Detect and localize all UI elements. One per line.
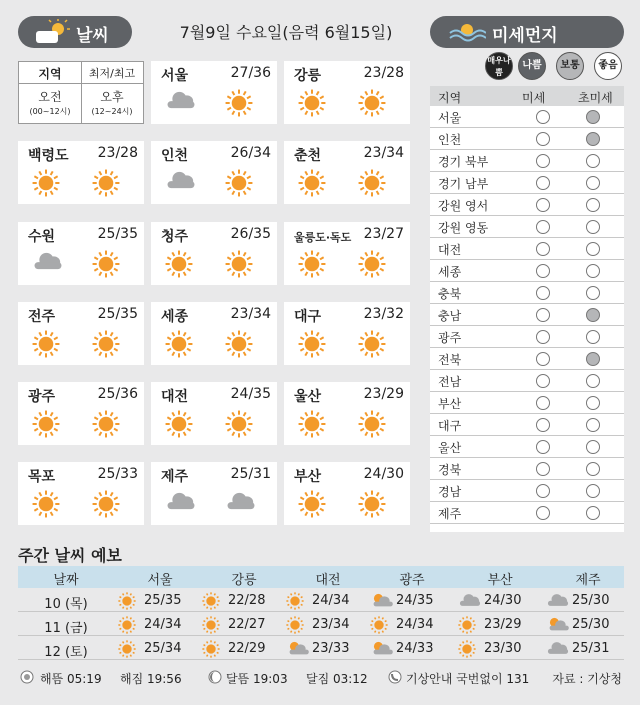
sun-icon bbox=[165, 330, 193, 358]
pm-weather bbox=[358, 330, 386, 362]
am-weather bbox=[298, 330, 326, 362]
cloud-icon bbox=[32, 250, 64, 272]
weather-header bbox=[18, 16, 132, 48]
city-card bbox=[18, 222, 144, 285]
dust-table-header bbox=[430, 86, 624, 106]
pm25-indicator bbox=[586, 462, 600, 476]
dust-header-pm25: 초미세 bbox=[578, 91, 613, 105]
am-weather bbox=[165, 89, 197, 115]
sun-icon bbox=[298, 169, 326, 197]
pm-weather bbox=[225, 410, 253, 442]
city-name: 제주 bbox=[161, 469, 189, 485]
weekly-temp: 23/29 bbox=[484, 617, 522, 632]
weekly-temp: 23/30 bbox=[484, 641, 522, 656]
city-temp: 23/34 bbox=[363, 145, 404, 161]
weekly-icon bbox=[546, 592, 570, 612]
weekly-temp: 25/30 bbox=[572, 593, 610, 608]
am-weather bbox=[298, 89, 326, 121]
sun-icon bbox=[225, 169, 253, 197]
sun-icon bbox=[32, 330, 60, 358]
city-temp: 25/35 bbox=[97, 226, 138, 242]
dust-row bbox=[430, 172, 624, 194]
pm10-indicator bbox=[536, 418, 550, 432]
weekly-temp: 25/34 bbox=[144, 641, 182, 656]
pm10-indicator bbox=[536, 264, 550, 278]
dust-row bbox=[430, 502, 624, 524]
cloud-icon bbox=[546, 640, 570, 656]
weekly-header-date: 날짜 bbox=[53, 573, 79, 588]
weekly-icon bbox=[118, 616, 136, 638]
weekly-icon bbox=[202, 616, 220, 638]
sun-icon bbox=[286, 592, 304, 610]
dust-region: 경북 bbox=[438, 463, 462, 477]
city-card bbox=[284, 462, 410, 525]
sun-icon bbox=[202, 640, 220, 658]
am-weather bbox=[298, 490, 326, 522]
weekly-icon bbox=[458, 592, 482, 612]
dust-legend-item: 보통 bbox=[556, 52, 584, 80]
source-text: 자료 : 기상청 bbox=[552, 672, 622, 686]
city-temp: 25/35 bbox=[97, 306, 138, 322]
city-card bbox=[284, 222, 410, 285]
dust-region: 전북 bbox=[438, 353, 462, 367]
legend-minmax: 최저/최고 bbox=[88, 67, 136, 80]
sun-icon bbox=[358, 250, 386, 278]
city-card bbox=[18, 141, 144, 204]
sun-icon bbox=[225, 410, 253, 438]
pm25-indicator bbox=[586, 264, 600, 278]
dust-title: 미세먼지 bbox=[492, 26, 558, 46]
weekly-header-city: 강릉 bbox=[231, 573, 257, 588]
sunrise-text: 해뜸 05:19 bbox=[40, 672, 102, 686]
sun-icon bbox=[298, 410, 326, 438]
dust-region: 경남 bbox=[438, 485, 462, 499]
weather-title: 날씨 bbox=[76, 26, 109, 46]
pm25-indicator bbox=[586, 374, 600, 388]
pm25-indicator bbox=[586, 176, 600, 190]
dust-region: 서울 bbox=[438, 111, 462, 125]
dust-region: 충북 bbox=[438, 287, 462, 301]
dust-row bbox=[430, 260, 624, 282]
pm-weather bbox=[92, 250, 120, 282]
weekly-icon bbox=[118, 640, 136, 662]
city-name: 청주 bbox=[161, 229, 189, 245]
sun-icon bbox=[286, 616, 304, 634]
legend-region: 지역 bbox=[38, 67, 62, 81]
sun-icon bbox=[202, 616, 220, 634]
dust-row bbox=[430, 458, 624, 480]
city-name: 춘천 bbox=[294, 148, 322, 164]
cloud-icon bbox=[165, 490, 197, 512]
weekly-header-city: 대전 bbox=[315, 573, 341, 588]
legend-pm: 오후 bbox=[100, 90, 124, 104]
city-card bbox=[151, 302, 277, 365]
sun-icon bbox=[165, 250, 193, 278]
weekly-temp: 24/34 bbox=[144, 617, 182, 632]
sun-icon bbox=[202, 592, 220, 610]
pm25-indicator bbox=[586, 352, 600, 366]
city-name: 울산 bbox=[294, 389, 322, 405]
dust-region: 제주 bbox=[438, 507, 462, 521]
pm25-indicator bbox=[586, 154, 600, 168]
weekly-icon bbox=[546, 616, 570, 636]
weekly-icon bbox=[286, 616, 304, 638]
city-temp: 23/27 bbox=[363, 226, 404, 242]
dust-region: 광주 bbox=[438, 331, 462, 345]
dust-region: 대구 bbox=[438, 419, 462, 433]
sunrise-icon bbox=[20, 670, 34, 684]
weekly-temp: 25/31 bbox=[572, 641, 610, 656]
dust-region: 경기 북부 bbox=[438, 155, 489, 169]
pm10-indicator bbox=[536, 484, 550, 498]
city-name: 백령도 bbox=[28, 148, 69, 164]
dust-legend-item: 나쁨 bbox=[518, 52, 546, 80]
dust-row bbox=[430, 194, 624, 216]
pm10-indicator bbox=[536, 352, 550, 366]
city-name: 전주 bbox=[28, 309, 56, 325]
pm-weather bbox=[92, 330, 120, 362]
moon-icon bbox=[208, 670, 222, 684]
dust-header-region: 지역 bbox=[438, 91, 462, 105]
sun-icon bbox=[32, 410, 60, 438]
am-weather bbox=[165, 490, 197, 516]
dust-row bbox=[430, 414, 624, 436]
weekly-icon bbox=[370, 616, 388, 638]
pm10-indicator bbox=[536, 176, 550, 190]
weekly-temp: 24/34 bbox=[396, 617, 434, 632]
pm-weather bbox=[225, 250, 253, 282]
weekly-date: 10 (목) bbox=[44, 597, 88, 612]
city-card bbox=[284, 141, 410, 204]
dust-region: 강원 영동 bbox=[438, 221, 489, 235]
pm-weather bbox=[92, 169, 120, 201]
city-card bbox=[151, 61, 277, 124]
dust-region: 부산 bbox=[438, 397, 462, 411]
weekly-temp: 24/34 bbox=[312, 593, 350, 608]
weekly-row bbox=[18, 638, 624, 660]
phone-icon bbox=[388, 670, 402, 684]
weekly-icon bbox=[458, 616, 476, 638]
city-temp: 25/33 bbox=[97, 466, 138, 482]
dust-table bbox=[430, 86, 624, 532]
cloud-sun-icon bbox=[286, 640, 310, 656]
weekly-icon bbox=[202, 640, 220, 662]
city-card bbox=[151, 141, 277, 204]
pm10-indicator bbox=[536, 396, 550, 410]
pm10-indicator bbox=[536, 154, 550, 168]
weekly-header bbox=[18, 566, 624, 588]
am-weather bbox=[32, 330, 60, 362]
dust-legend-item: 좋음 bbox=[594, 52, 622, 80]
am-weather bbox=[165, 410, 193, 442]
dust-row bbox=[430, 238, 624, 260]
sun-icon bbox=[298, 89, 326, 117]
weekly-header-city: 부산 bbox=[487, 573, 513, 588]
cloud-icon bbox=[546, 592, 570, 608]
pm10-indicator bbox=[536, 374, 550, 388]
sun-icon bbox=[92, 490, 120, 518]
weekly-temp: 24/33 bbox=[396, 641, 434, 656]
weekly-icon bbox=[370, 592, 394, 612]
dust-legend-item: 매우나쁨 bbox=[485, 52, 513, 80]
dust-row bbox=[430, 370, 624, 392]
am-weather bbox=[298, 410, 326, 442]
dust-region: 충남 bbox=[438, 309, 462, 323]
city-temp: 26/35 bbox=[230, 226, 271, 242]
city-temp: 26/34 bbox=[230, 145, 271, 161]
legend-am: 오전 bbox=[38, 90, 62, 104]
weekly-icon bbox=[286, 592, 304, 614]
city-temp: 23/28 bbox=[363, 65, 404, 81]
sun-icon bbox=[358, 330, 386, 358]
city-name: 울릉도·독도 bbox=[294, 231, 352, 244]
sun-icon bbox=[225, 330, 253, 358]
city-temp: 23/32 bbox=[363, 306, 404, 322]
dust-row bbox=[430, 106, 624, 128]
am-weather bbox=[32, 410, 60, 442]
pm10-indicator bbox=[536, 132, 550, 146]
pm10-indicator bbox=[536, 330, 550, 344]
info-text: 기상안내 국번없이 131 bbox=[406, 672, 530, 686]
city-temp: 25/36 bbox=[97, 386, 138, 402]
city-card bbox=[284, 302, 410, 365]
pm25-indicator bbox=[586, 286, 600, 300]
city-card bbox=[18, 462, 144, 525]
city-temp: 25/31 bbox=[230, 466, 271, 482]
pm-weather bbox=[358, 89, 386, 121]
dust-row bbox=[430, 216, 624, 238]
sun-icon bbox=[92, 410, 120, 438]
city-temp: 23/28 bbox=[97, 145, 138, 161]
weekly-temp: 22/29 bbox=[228, 641, 266, 656]
sun-icon bbox=[118, 640, 136, 658]
pm10-indicator bbox=[536, 110, 550, 124]
weekly-row bbox=[18, 614, 624, 636]
pm10-indicator bbox=[536, 220, 550, 234]
city-name: 부산 bbox=[294, 469, 322, 485]
pm-weather bbox=[225, 89, 253, 121]
weekly-title: 주간 날씨 예보 bbox=[18, 546, 122, 565]
am-weather bbox=[298, 169, 326, 201]
pm10-indicator bbox=[536, 462, 550, 476]
haze-icon bbox=[448, 22, 486, 42]
sun-icon bbox=[298, 330, 326, 358]
weekly-temp: 23/34 bbox=[312, 617, 350, 632]
pm-weather bbox=[358, 250, 386, 282]
weekly-row bbox=[18, 590, 624, 612]
city-card bbox=[18, 302, 144, 365]
weekly-date: 11 (금) bbox=[44, 621, 88, 636]
pm25-indicator bbox=[586, 198, 600, 212]
cloud-icon bbox=[165, 89, 197, 111]
dust-region: 울산 bbox=[438, 441, 462, 455]
pm-weather bbox=[92, 410, 120, 442]
dust-header bbox=[430, 16, 624, 48]
sun-icon bbox=[298, 250, 326, 278]
weekly-temp: 25/30 bbox=[572, 617, 610, 632]
pm10-indicator bbox=[536, 440, 550, 454]
city-name: 강릉 bbox=[294, 68, 322, 84]
pm25-indicator bbox=[586, 330, 600, 344]
city-name: 대구 bbox=[294, 309, 322, 325]
weekly-icon bbox=[546, 640, 570, 660]
city-name: 광주 bbox=[28, 389, 56, 405]
pm10-indicator bbox=[536, 242, 550, 256]
pm10-indicator bbox=[536, 308, 550, 322]
pm25-indicator bbox=[586, 484, 600, 498]
sun-icon bbox=[32, 490, 60, 518]
dust-region: 대전 bbox=[438, 243, 462, 257]
dust-header-pm10: 미세 bbox=[522, 91, 546, 105]
am-weather bbox=[298, 250, 326, 282]
pm-weather bbox=[358, 490, 386, 522]
sun-icon bbox=[118, 592, 136, 610]
weekly-header-city: 광주 bbox=[399, 573, 425, 588]
am-weather bbox=[32, 490, 60, 522]
sun-icon bbox=[92, 250, 120, 278]
pm25-indicator bbox=[586, 418, 600, 432]
pm25-indicator bbox=[586, 440, 600, 454]
dust-row bbox=[430, 480, 624, 502]
city-card bbox=[18, 382, 144, 445]
dust-row bbox=[430, 282, 624, 304]
sun-icon bbox=[358, 490, 386, 518]
pm25-indicator bbox=[586, 110, 600, 124]
dust-row bbox=[430, 150, 624, 172]
cloud-sun-icon bbox=[370, 640, 394, 656]
weekly-icon bbox=[370, 640, 394, 660]
weekly-icon bbox=[458, 640, 476, 662]
city-temp: 27/36 bbox=[230, 65, 271, 81]
sun-icon bbox=[370, 616, 388, 634]
city-temp: 23/29 bbox=[363, 386, 404, 402]
weekly-temp: 24/35 bbox=[396, 593, 434, 608]
pm25-indicator bbox=[586, 396, 600, 410]
pm-weather bbox=[225, 330, 253, 362]
dust-region: 전남 bbox=[438, 375, 462, 389]
dust-region: 세종 bbox=[438, 265, 462, 279]
weekly-temp: 23/33 bbox=[312, 641, 350, 656]
city-card bbox=[151, 222, 277, 285]
weekly-temp: 22/27 bbox=[228, 617, 266, 632]
weekly-temp: 22/28 bbox=[228, 593, 266, 608]
city-card bbox=[151, 462, 277, 525]
weekly-icon bbox=[118, 592, 136, 614]
dust-row bbox=[430, 326, 624, 348]
am-weather bbox=[165, 169, 197, 195]
sun-icon bbox=[458, 640, 476, 658]
pm-weather bbox=[92, 490, 120, 522]
sun-cloud-icon bbox=[34, 19, 72, 45]
city-name: 대전 bbox=[161, 389, 189, 405]
weekly-temp: 25/35 bbox=[144, 593, 182, 608]
date-text: 7월9일 수요일(음력 6월15일) bbox=[179, 23, 393, 42]
pm-weather bbox=[358, 410, 386, 442]
moonrise-text: 달뜸 19:03 bbox=[226, 672, 288, 686]
legend-box bbox=[18, 61, 144, 124]
city-name: 서울 bbox=[161, 68, 189, 84]
city-temp: 23/34 bbox=[230, 306, 271, 322]
sun-icon bbox=[92, 169, 120, 197]
dust-row bbox=[430, 436, 624, 458]
am-weather bbox=[32, 169, 60, 201]
sunset-text: 해짐 19:56 bbox=[120, 672, 182, 686]
cloud-icon bbox=[458, 592, 482, 608]
moonset-text: 달짐 03:12 bbox=[306, 672, 368, 686]
pm25-indicator bbox=[586, 242, 600, 256]
pm10-indicator bbox=[536, 506, 550, 520]
weekly-icon bbox=[202, 592, 220, 614]
weekly-temp: 24/30 bbox=[484, 593, 522, 608]
weekly-header-city: 제주 bbox=[575, 573, 601, 588]
city-name: 목포 bbox=[28, 469, 56, 485]
pm-weather bbox=[225, 490, 257, 516]
legend-pm-sub: (12~24시) bbox=[91, 107, 133, 116]
pm25-indicator bbox=[586, 220, 600, 234]
city-name: 세종 bbox=[161, 309, 189, 325]
sun-icon bbox=[358, 410, 386, 438]
weekly-date: 12 (토) bbox=[44, 645, 88, 660]
sun-icon bbox=[92, 330, 120, 358]
am-weather bbox=[165, 330, 193, 362]
dust-region: 강원 영서 bbox=[438, 199, 489, 213]
dust-region: 인천 bbox=[438, 133, 462, 147]
city-card bbox=[284, 61, 410, 124]
dust-row bbox=[430, 348, 624, 370]
cloud-icon bbox=[165, 169, 197, 191]
city-card bbox=[151, 382, 277, 445]
pm-weather bbox=[358, 169, 386, 201]
pm25-indicator bbox=[586, 506, 600, 520]
pm10-indicator bbox=[536, 198, 550, 212]
am-weather bbox=[165, 250, 193, 282]
sun-icon bbox=[298, 490, 326, 518]
cloud-icon bbox=[225, 490, 257, 512]
city-card bbox=[284, 382, 410, 445]
dust-row bbox=[430, 128, 624, 150]
sun-icon bbox=[118, 616, 136, 634]
sun-icon bbox=[458, 616, 476, 634]
sun-icon bbox=[358, 89, 386, 117]
pm10-indicator bbox=[536, 286, 550, 300]
pm25-indicator bbox=[586, 308, 600, 322]
cloud-sun-icon bbox=[546, 616, 570, 632]
dust-row bbox=[430, 304, 624, 326]
dust-row bbox=[430, 392, 624, 414]
dust-region: 경기 남부 bbox=[438, 177, 489, 191]
sun-icon bbox=[32, 169, 60, 197]
city-name: 수원 bbox=[28, 229, 56, 245]
am-weather bbox=[32, 250, 64, 276]
sun-icon bbox=[358, 169, 386, 197]
sun-icon bbox=[165, 410, 193, 438]
weekly-header-city: 서울 bbox=[147, 573, 173, 588]
pm-weather bbox=[225, 169, 253, 201]
sun-icon bbox=[225, 250, 253, 278]
city-temp: 24/35 bbox=[230, 386, 271, 402]
legend-am-sub: (00~12시) bbox=[29, 107, 71, 116]
city-temp: 24/30 bbox=[363, 466, 404, 482]
city-name: 인천 bbox=[161, 148, 189, 164]
cloud-sun-icon bbox=[370, 592, 394, 608]
footer bbox=[18, 666, 624, 692]
sun-icon bbox=[225, 89, 253, 117]
pm25-indicator bbox=[586, 132, 600, 146]
weekly-icon bbox=[286, 640, 310, 660]
